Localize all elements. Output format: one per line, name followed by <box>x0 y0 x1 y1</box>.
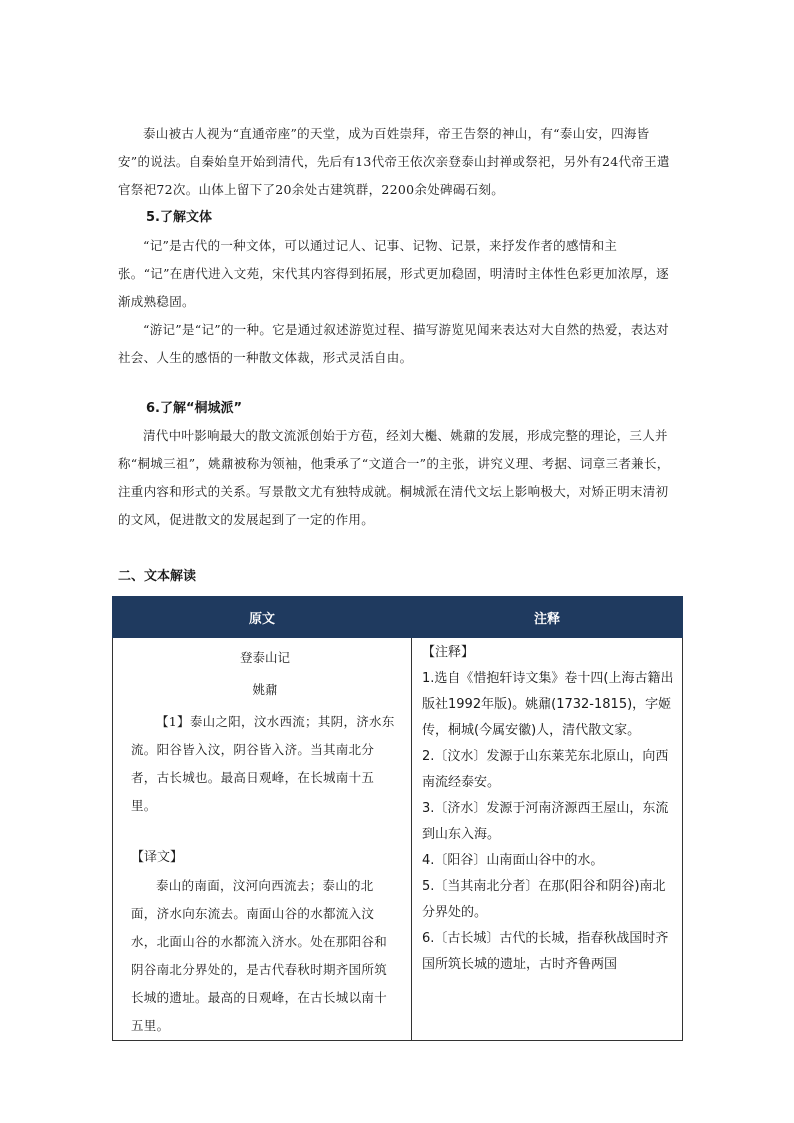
column-header-original: 原文 <box>113 597 412 638</box>
note-item: 6.〔古长城〕古代的长城，指春秋战国时齐国所筑长城的遗址，古时齐鲁两国 <box>422 931 669 972</box>
text-analysis-table <box>112 596 683 1041</box>
table-row <box>113 638 683 1041</box>
note-item: 4.〔阳谷〕山南面山谷中的水。 <box>422 853 604 868</box>
essay-title: 登泰山记 <box>239 650 290 665</box>
original-text-cell <box>113 638 412 1041</box>
original-text: 【1】泰山之阳，汶水西流；其阴，济水东流。阳谷皆入汶，阴谷皆入济。当其南北分者，古长城也。最高日观峰，在长城南十五里。 <box>131 714 395 813</box>
essay-author: 姚鼐 <box>252 682 278 697</box>
intro-paragraph: 泰山被古人视为“直通帝座”的天堂，成为百姓崇拜，帝王告祭的神山，有“泰山安，四海皆安”的说法。自秦始皇开始到清代，先后有13代帝王依次亲登泰山封禅或祭祀，另外有24代帝王遣官祭祀72次。山体上留下了20余处古建筑群，2200余处碑碣石刻。 <box>118 126 670 197</box>
note-item: 3.〔济水〕发源于河南济源西王屋山，东流到山东入海。 <box>422 801 669 842</box>
section5-heading: 5.了解文体 <box>146 210 212 225</box>
notes-cell <box>412 638 683 1041</box>
translation-tag: 【译文】 <box>131 850 184 865</box>
note-item: 5.〔当其南北分者〕在那(阳谷和阴谷)南北分界处的。 <box>422 879 666 920</box>
translation-text: 泰山的南面，汶河向西流去；泰山的北面，济水向东流去。南面山谷的水都流入汶水，北面山谷的水都流入济水。处在那阳谷和阴谷南北分界处的，是古代春秋时期齐国所筑长城的遗址。最高的日观峰，在古长城以南十五里。 <box>131 878 388 1033</box>
section5-paragraph-1: “记”是古代的一种文体，可以通过记人、记事、记物、记景，来抒发作者的感情和主张。“记”在唐代进入文苑，宋代其内容得到拓展，形式更加稳固，明清时主体性色彩更加浓厚，逐渐成熟稳固。 <box>118 238 669 309</box>
column-header-notes: 注释 <box>412 597 683 638</box>
note-item: 1.选自《惜抱轩诗文集》卷十四(上海古籍出版社1992年版)。姚鼐(1732-1815)，字姬传，桐城(今属安徽)人，清代散文家。 <box>422 671 674 738</box>
section6-heading: 6.了解“桐城派” <box>146 401 243 416</box>
table-header-row <box>113 597 683 638</box>
note-item: 2.〔汶水〕发源于山东莱芜东北原山，向西南流经泰安。 <box>422 749 669 790</box>
section6-paragraph: 清代中叶影响最大的散文流派创始于方苞，经刘大櫆、姚鼐的发展，形成完整的理论，三人并称“桐城三祖”，姚鼐被称为领袖，他秉承了“文道合一”的主张，讲究义理、考据、词章三者兼长，注重内容和形式的关系。写景散文尤有独特成就。桐城派在清代文坛上影响极大，对矫正明末清初的文风，促进散文的发展起到了一定的作用。 <box>118 428 670 527</box>
notes-tag: 【注释】 <box>422 645 475 660</box>
section5-paragraph-2: “游记”是“记”的一种。它是通过叙述游览过程、描写游览见闻来表达对大自然的热爱，表达对社会、人生的感悟的一种散文体裁，形式灵活自由。 <box>118 322 669 365</box>
part2-heading: 二、文本解读 <box>118 569 197 584</box>
